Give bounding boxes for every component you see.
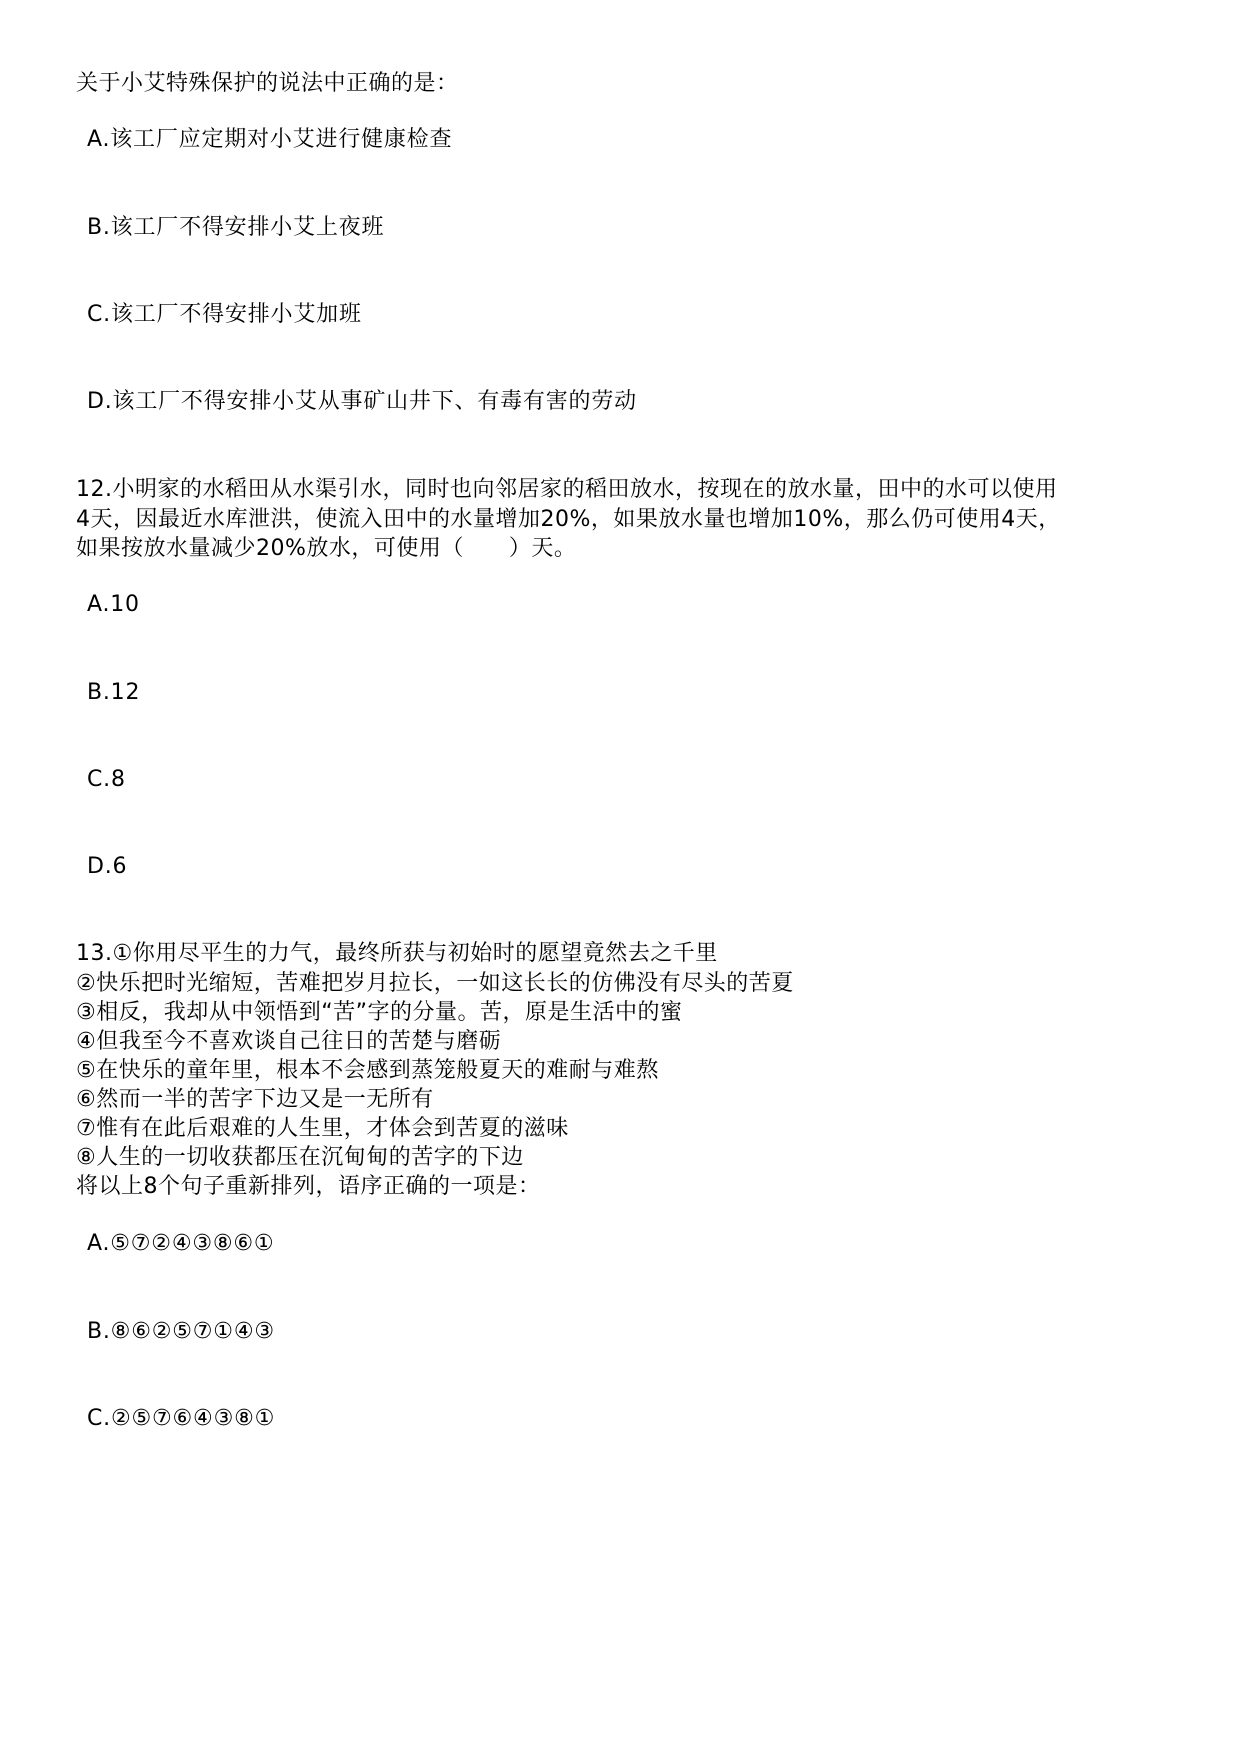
q12-option-c: C.8 — [87, 767, 126, 792]
q12-stem-line-3: 如果按放水量减少20%放水，可使用（ ）天。 — [76, 536, 577, 561]
q13-line-1: 13.①你用尽平生的力气，最终所获与初始时的愿望竟然去之千里 — [76, 941, 718, 966]
q11-option-b: B.该工厂不得安排小艾上夜班 — [87, 215, 385, 240]
q13-line-5: ⑤在快乐的童年里，根本不会感到蒸笼般夏天的难耐与难熬 — [76, 1058, 659, 1083]
q12-stem-line-1: 12.小明家的水稻田从水渠引水，同时也向邻居家的稻田放水，按现在的放水量，田中的水可以使用 — [76, 477, 1058, 502]
q13-option-a: A.⑤⑦②④③⑧⑥① — [87, 1231, 275, 1256]
q13-option-c: C.②⑤⑦⑥④③⑧① — [87, 1406, 276, 1431]
q13-line-7: ⑦惟有在此后艰难的人生里，才体会到苦夏的滋味 — [76, 1116, 569, 1141]
q13-line-3: ③相反，我却从中领悟到“苦”字的分量。苦，原是生活中的蜜 — [76, 1000, 683, 1025]
q13-line-6: ⑥然而一半的苦字下边又是一无所有 — [76, 1087, 434, 1112]
q11-option-a: A.该工厂应定期对小艾进行健康检查 — [87, 127, 453, 152]
q13-line-2: ②快乐把时光缩短，苦难把岁月拉长，一如这长长的仿佛没有尽头的苦夏 — [76, 971, 794, 996]
q13-line-4: ④但我至今不喜欢谈自己往日的苦楚与磨砺 — [76, 1029, 502, 1054]
q12-stem-line-2: 4天，因最近水库泄洪，使流入田中的水量增加20%，如果放水量也增加10%，那么仍可使用4天， — [76, 507, 1061, 532]
q11-option-c: C.该工厂不得安排小艾加班 — [87, 302, 362, 327]
q13-line-8: ⑧人生的一切收获都压在沉甸甸的苦字的下边 — [76, 1145, 524, 1170]
q12-option-a: A.10 — [87, 592, 140, 617]
q13-instruction: 将以上8个句子重新排列，语序正确的一项是： — [76, 1174, 541, 1199]
q13-option-b: B.⑧⑥②⑤⑦①④③ — [87, 1319, 275, 1344]
q12-option-d: D.6 — [87, 854, 128, 879]
q11-option-d: D.该工厂不得安排小艾从事矿山井下、有毒有害的劳动 — [87, 389, 637, 414]
q12-option-b: B.12 — [87, 680, 141, 705]
q11-stem: 关于小艾特殊保护的说法中正确的是： — [76, 71, 459, 96]
